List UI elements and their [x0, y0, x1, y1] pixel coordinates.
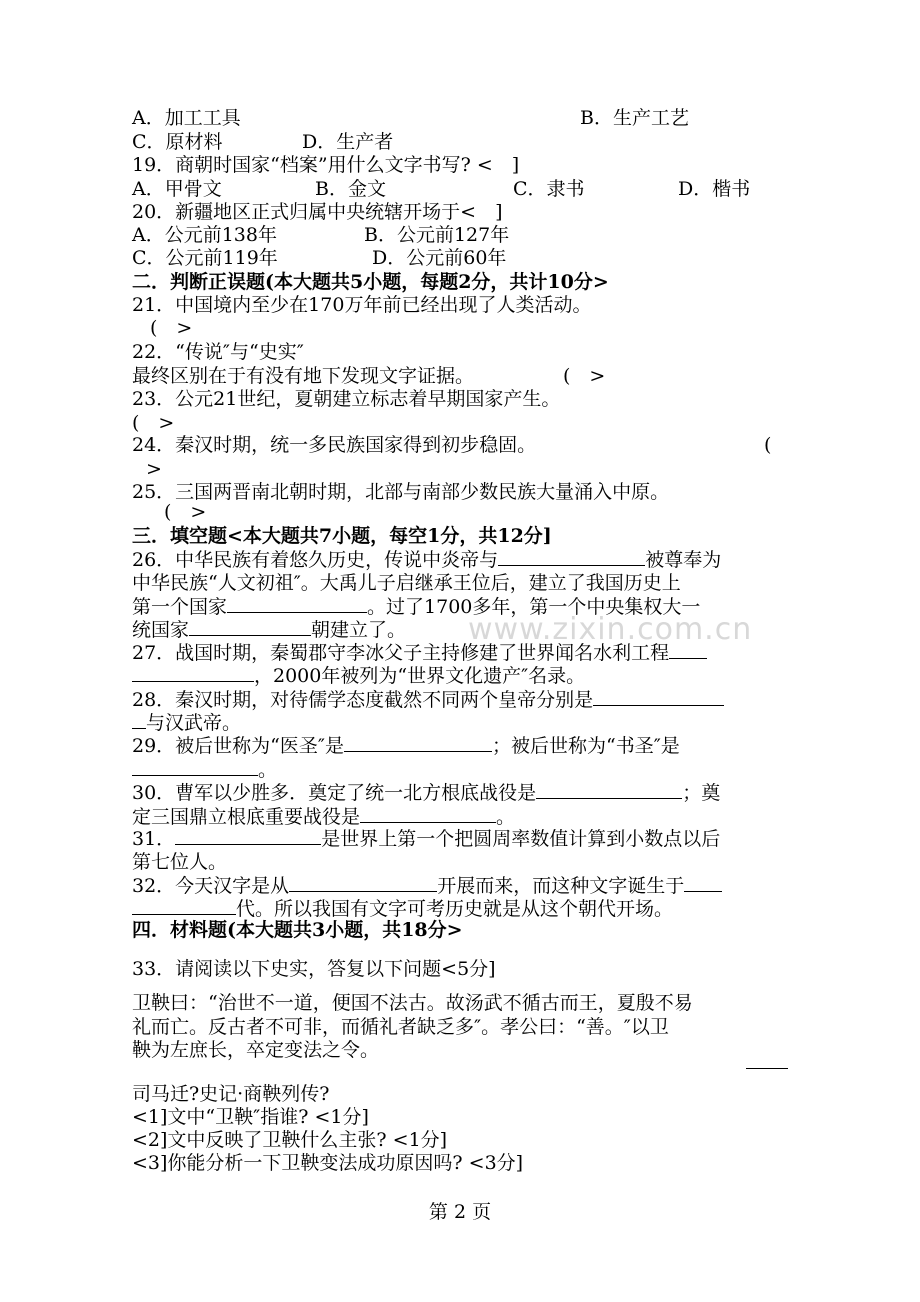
- q31-text-1b: 是世界上第一个把圆周率数值计算到小数点以后: [321, 828, 721, 850]
- q27-line1: [132, 640, 707, 664]
- q26-line2: 中华民族“人文初祖″。大禹儿子启继承王位后，建立了我国历史上: [132, 572, 681, 594]
- q19-option-a: A．甲骨文: [132, 178, 222, 200]
- q33-sub1: <1]文中“卫鞅″指谁? <1分]: [132, 1106, 369, 1128]
- q20-option-a: A．公元前138年: [132, 224, 277, 246]
- q28-text-2: 与汉武帝。: [146, 712, 242, 734]
- section2-heading: 二．判断正误题(本大题共5小题，每题2分，共计10分>: [132, 271, 609, 293]
- q29-blank-1[interactable]: [344, 733, 492, 752]
- q22-text-line2: 最终区别在于有没有地下发现文字证据。: [132, 365, 475, 387]
- source-dash-rule: [746, 1068, 788, 1069]
- q26-line1: [132, 547, 721, 571]
- q29-blank-2[interactable]: [132, 757, 258, 776]
- q19-option-c: C．隶书: [513, 178, 585, 200]
- q26-text-4b: 朝建立了。: [311, 619, 407, 641]
- q26-text-1b: 被尊奉为: [645, 549, 722, 571]
- q25-answer-paren: ( >: [164, 501, 207, 523]
- q26-blank-3[interactable]: [189, 617, 311, 636]
- section3-heading: 三．填空题<本大题共7小题，每空1分，共12分]: [132, 525, 552, 547]
- q18-option-b: B．生产工艺: [580, 107, 689, 129]
- q20-option-b: B．公元前127年: [364, 224, 510, 246]
- q22-answer-paren: ( >: [563, 365, 606, 387]
- q18-option-c: C．原材料: [132, 131, 223, 153]
- q19-option-d: D．楷书: [678, 178, 751, 200]
- q20-stem: 20．新疆地区正式归属中央统辖开场于< ]: [132, 201, 503, 223]
- q33-sub2: <2]文中反映了卫鞅什么主张? <1分]: [132, 1129, 448, 1151]
- q23-answer-paren: ( >: [132, 412, 175, 434]
- q28-line1: [132, 687, 724, 711]
- q22-text-line1: 22．“传说″与“史实″: [132, 341, 304, 363]
- q32-text-2: 代。所以我国有文字可考历史就是从这个朝代开场。: [236, 898, 674, 920]
- q30-text-2b: 。: [496, 806, 516, 828]
- q29-line2: [132, 757, 277, 781]
- q32-line1: [132, 873, 722, 897]
- passage-line2: 礼而亡。反古者不可非，而循礼者缺乏多″。孝公曰：“善。″以卫: [132, 1016, 669, 1038]
- q32-line2: [132, 896, 673, 920]
- q30-blank-1[interactable]: [536, 780, 682, 799]
- q26-line4: [132, 617, 406, 641]
- q26-text-1a: 26．中华民族有着悠久历史，传说中炎帝与: [132, 549, 499, 571]
- passage-source: 司马迁?史记·商鞅列传?: [132, 1083, 330, 1105]
- q26-line3: [132, 594, 700, 618]
- q24-answer-paren-close: >: [146, 458, 162, 480]
- watermark-text: www.zixin.com.cn: [468, 612, 753, 647]
- q27-line2: [132, 663, 585, 687]
- q29-text-1b: ；被后世称为“书圣″是: [492, 735, 680, 757]
- q27-blank-part1[interactable]: [669, 640, 707, 659]
- q19-stem: 19．商朝时国家“档案”用什么文字书写? < ]: [132, 154, 520, 176]
- q27-text-1: 27．战国时期，秦蜀郡守李冰父子主持修建了世界闻名水利工程: [132, 642, 670, 664]
- q28-line2: [132, 710, 241, 734]
- q29-text-2: 。: [258, 759, 278, 781]
- q25-text: 25．三国两晋南北朝时期，北部与南部少数民族大量涌入中原。: [132, 481, 670, 503]
- q18-option-d: D．生产者: [302, 131, 394, 153]
- q23-text: 23．公元21世纪，夏朝建立标志着早期国家产生。: [132, 388, 561, 410]
- q24-answer-paren-open: (: [764, 434, 772, 456]
- q26-text-3a: 第一个国家: [132, 596, 228, 618]
- q33-stem: 33．请阅读以下史实，答复以下问题<5分]: [132, 958, 496, 980]
- q30-text-2a: 定三国鼎立根底重要战役是: [132, 806, 361, 828]
- q30-line1: [132, 780, 720, 804]
- q26-blank-1[interactable]: [498, 547, 645, 566]
- q28-blank-part1[interactable]: [593, 687, 724, 706]
- q30-text-1b: ；奠: [682, 782, 721, 804]
- passage-line1: 卫鞅曰：“治世不一道，便国不法古。故汤武不循古而王，夏殷不易: [132, 992, 693, 1014]
- q26-blank-2[interactable]: [227, 594, 367, 613]
- q24-text: 24．秦汉时期，统一多民族国家得到初步稳固。: [132, 434, 537, 456]
- page-number: 第 2 页: [428, 1201, 492, 1223]
- q19-option-b: B．金文: [315, 178, 386, 200]
- q32-blank-1[interactable]: [289, 873, 437, 892]
- section4-heading: 四．材料题(本大题共3小题，共18分>: [132, 919, 463, 941]
- q31-text-1a: 31．: [132, 828, 176, 850]
- passage-line3: 鞅为左庶长，卒定变法之令。: [132, 1039, 380, 1061]
- q20-option-d: D．公元前60年: [372, 247, 507, 269]
- q21-text: 21．中国境内至少在170万年前已经出现了人类活动。: [132, 294, 592, 316]
- q32-text-1a: 32．今天汉字是从: [132, 875, 290, 897]
- q30-line2: [132, 804, 515, 828]
- q26-text-3b: 。过了1700多年，第一个中央集权大一: [367, 596, 701, 618]
- q26-text-4a: 统国家: [132, 619, 190, 641]
- q31-line2: 第七位人。: [132, 851, 228, 873]
- q20-option-c: C．公元前119年: [132, 247, 278, 269]
- q31-line1: [132, 826, 720, 850]
- q18-option-a: A．加工工具: [132, 107, 241, 129]
- q32-text-1b: 开展而来，而这种文字诞生于: [437, 875, 685, 897]
- q30-text-1a: 30．曹军以少胜多．奠定了统一北方根底战役是: [132, 782, 537, 804]
- q33-sub3: <3]你能分析一下卫鞅变法成功原因吗? <3分]: [132, 1152, 524, 1174]
- q32-blank-2-part2[interactable]: [132, 896, 236, 915]
- q31-blank[interactable]: [175, 826, 321, 845]
- q29-text-1a: 29．被后世称为“医圣″是: [132, 735, 344, 757]
- q28-blank-part2[interactable]: [132, 710, 146, 729]
- q32-blank-2-part1[interactable]: [684, 873, 722, 892]
- q27-text-2: ，2000年被列为“世界文化遗产″名录。: [254, 665, 586, 687]
- q21-answer-paren: ( >: [150, 317, 193, 339]
- q28-text-1: 28．秦汉时期，对待儒学态度截然不同两个皇帝分别是: [132, 689, 594, 711]
- q27-blank-part2[interactable]: [132, 663, 254, 682]
- q29-line1: [132, 733, 680, 757]
- q30-blank-2[interactable]: [360, 804, 496, 823]
